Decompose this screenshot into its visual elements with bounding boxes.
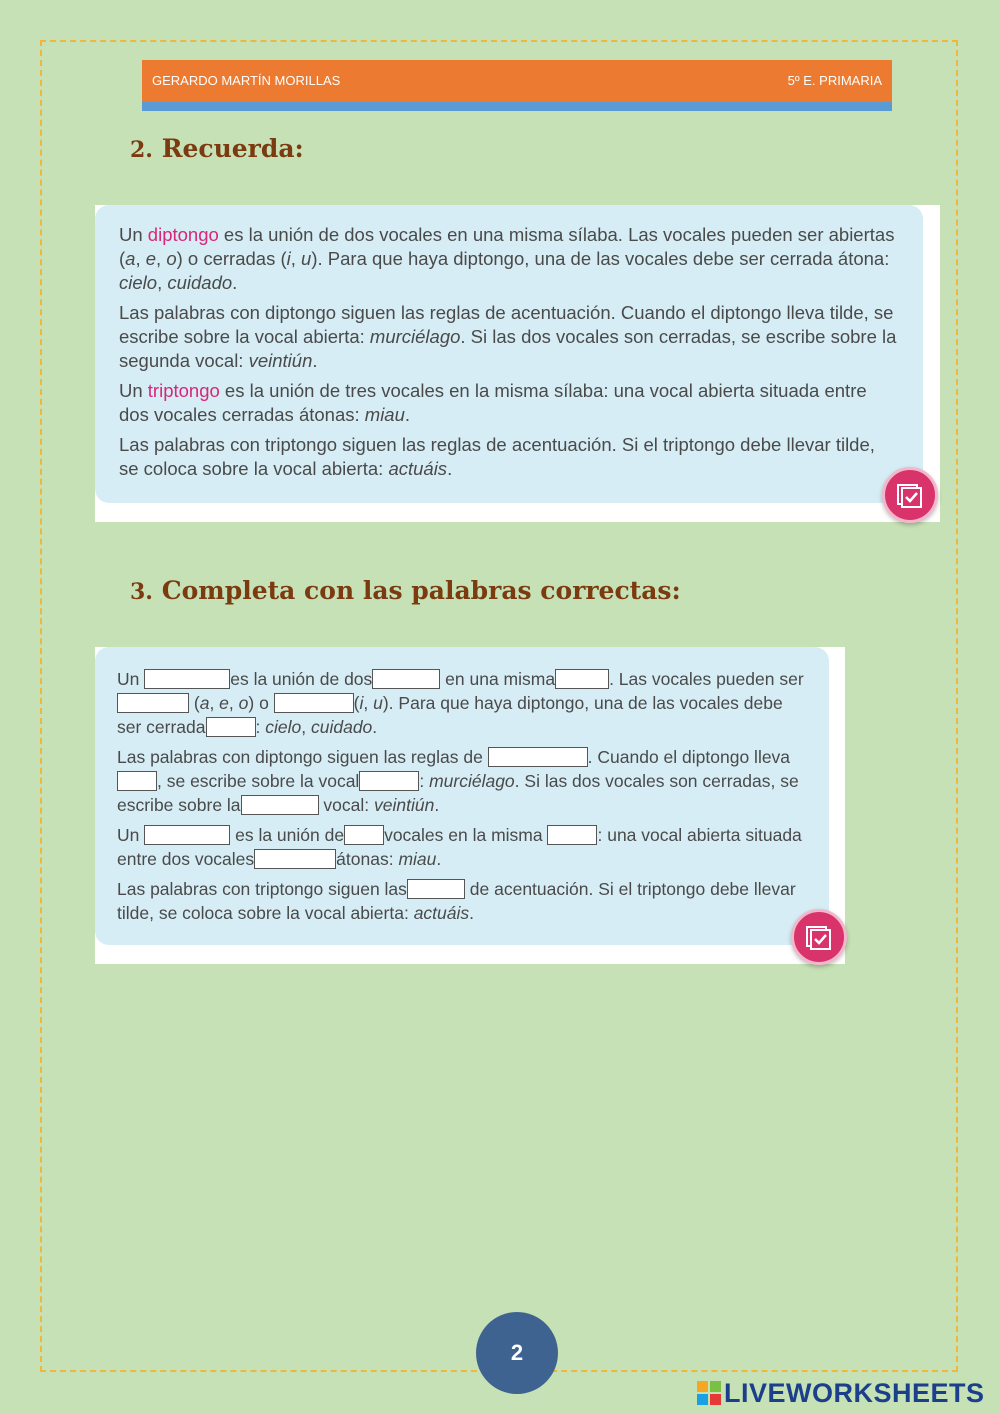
blank-input[interactable] (274, 693, 354, 713)
blank-input[interactable] (144, 825, 230, 845)
liveworksheets-logo-icon (697, 1381, 721, 1405)
blank-input[interactable] (359, 771, 419, 791)
exercise-paragraph-4: Las palabras con triptongo siguen las de acentuación. Si el triptongo debe llevar tilde, se coloca sobre la vocal abierta: actuáis. (117, 879, 796, 923)
exercise-paragraph-3: Un es la unión de vocales en la misma : una vocal abierta situada entre dos vocales átonas: miau. (117, 825, 802, 869)
recuerda-panel (95, 205, 940, 522)
section-2-number: 2. (130, 137, 153, 163)
exercise-paragraph-2: Las palabras con diptongo siguen las reglas de . Cuando el diptongo lleva, se escribe sobre la vocal : murciélago. Si las dos vocales son cerradas, se escribe sobre la vocal: veintiún. (117, 747, 799, 815)
header-author: GERARDO MARTÍN MORILLAS (152, 73, 341, 88)
term-diptongo: diptongo (147, 224, 219, 245)
section-3-title (130, 576, 681, 605)
blank-input[interactable] (254, 849, 336, 869)
blank-input[interactable] (372, 669, 440, 689)
blank-input[interactable] (117, 693, 189, 713)
blank-input[interactable] (344, 825, 384, 845)
blank-input[interactable] (206, 717, 256, 737)
recuerda-paragraph-2: Las palabras con diptongo siguen las reglas de acentuación. Cuando el diptongo lleva tilde, se escribe sobre la vocal abierta: murciélago. Si las dos vocales son cerradas, se escribe sobre la segunda vocal: veintiún. (119, 302, 897, 371)
header-grade: 5º E. PRIMARIA (787, 73, 882, 88)
section-2-title (130, 134, 304, 163)
recuerda-paragraph-3: Un triptongo es la unión de tres vocales en la misma sílaba: una vocal abierta situada entre dos vocales cerradas átonas: miau. (119, 380, 867, 425)
blank-input[interactable] (547, 825, 597, 845)
blank-input[interactable] (117, 771, 157, 791)
recuerda-paragraph-4: Las palabras con triptongo siguen las reglas de acentuación. Si el triptongo debe llevar tilde, se coloca sobre la vocal abierta: actuáis. (119, 434, 875, 479)
check-answers-button-1[interactable] (882, 467, 938, 523)
exercise-paragraph-1: Un es la unión de dos en una misma . Las vocales pueden ser (a, e, o) o (i, u). Para que haya diptongo, una de las vocales debe ser cerrada : cielo, cuidado. (117, 669, 804, 737)
header-strip (142, 102, 892, 111)
term-triptongo: triptongo (147, 380, 220, 401)
section-3-number: 3. (130, 579, 153, 605)
brand-name: LIVEWORKSHEETS (724, 1378, 985, 1408)
recuerda-box (95, 205, 923, 503)
exercise-box (95, 647, 829, 945)
checklist-icon (806, 924, 832, 950)
blank-input[interactable] (144, 669, 230, 689)
checklist-icon (897, 482, 923, 508)
blank-input[interactable] (488, 747, 588, 767)
section-3-title-text: Completa con las palabras correctas: (161, 576, 681, 605)
blank-input[interactable] (241, 795, 319, 815)
recuerda-paragraph-1: Un diptongo es la unión de dos vocales en una misma sílaba. Las vocales pueden ser abiertas (a, e, o) o cerradas (i, u). Para que haya diptongo, una de las vocales debe ser cerrada átona: cielo, cuidado. (119, 224, 895, 293)
exercise-panel (95, 647, 845, 964)
blank-input[interactable] (555, 669, 609, 689)
blank-input[interactable] (407, 879, 465, 899)
page-number: 2 (476, 1312, 558, 1394)
header-bar (142, 60, 892, 102)
section-2-title-text: Recuerda: (161, 134, 304, 163)
liveworksheets-logo[interactable] (697, 1378, 985, 1410)
check-answers-button-2[interactable] (791, 909, 847, 965)
